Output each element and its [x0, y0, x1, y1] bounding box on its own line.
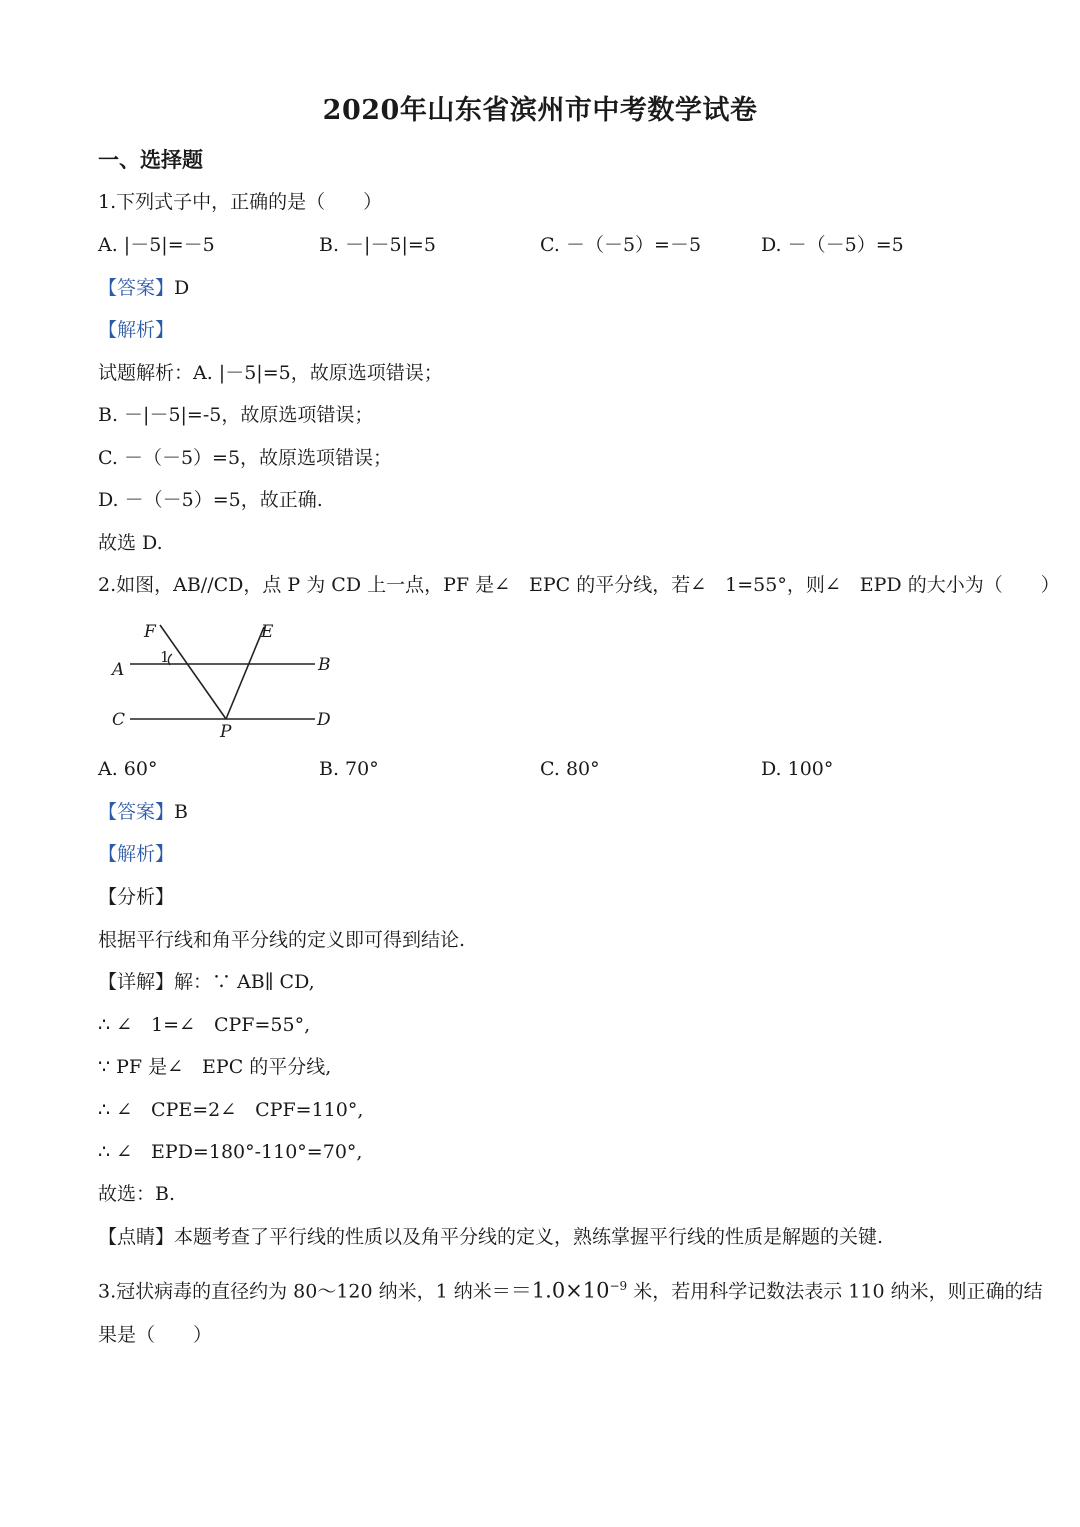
q2-analysis-tag: 【解析】 — [98, 843, 175, 865]
q2-step: ∵ PF 是∠ EPC 的平分线, — [98, 1056, 332, 1078]
q2-step: ∴ ∠ CPE=2∠ CPF=110°, — [98, 1099, 364, 1121]
q1-explanation-line: D. －（－5）=5，故正确. — [98, 489, 323, 511]
label-e: E — [261, 622, 274, 642]
page-title: 2020年山东省滨州市中考数学试卷 — [322, 95, 758, 126]
q2-step: ∴ ∠ 1=∠ CPF=55°, — [98, 1014, 311, 1036]
q2-fenxi-text: 根据平行线和角平分线的定义即可得到结论. — [98, 929, 466, 951]
q2-option-b: B. 70° — [319, 758, 379, 780]
q3-stem-a: 3.冠状病毒的直径约为 80～120 纳米，1 纳米＝ — [98, 1280, 511, 1303]
q2-dianjing — [98, 1225, 883, 1249]
label-d: D — [317, 710, 331, 730]
answer-tag: 【答案】 — [98, 277, 175, 299]
q3-stem — [98, 1274, 1043, 1303]
label-f: F — [144, 622, 156, 642]
q1-answer — [98, 276, 189, 300]
q1-analysis-tag: 【解析】 — [98, 319, 175, 341]
q2-stem: 2.如图，AB//CD，点 P 为 CD 上一点，PF 是∠ EPC 的平分线，若∠ 1=55°，则∠ EPD 的大小为（ ） — [98, 574, 1060, 596]
dianjing-tag: 【点睛】 — [98, 1226, 175, 1248]
geometry-figure — [100, 615, 350, 745]
label-p: P — [220, 722, 232, 742]
dianjing-text: 本题考查了平行线的性质以及角平分线的定义，熟练掌握平行线的性质是解题的关键. — [174, 1226, 884, 1248]
q2-xiangjie — [98, 970, 315, 994]
q1-option-b: B. －|－5|=5 — [319, 234, 436, 256]
q2-answer — [98, 800, 188, 824]
q1-stem: 1.下列式子中，正确的是（ ） — [98, 191, 383, 213]
q1-option-d: D. －（－5）=5 — [761, 234, 904, 256]
ray-pe — [226, 627, 264, 719]
q2-step: 故选：B. — [98, 1183, 176, 1205]
q2-fenxi-tag: 【分析】 — [98, 886, 175, 908]
answer-tag: 【答案】 — [98, 801, 175, 823]
q1-option-a: A. |－5|=－5 — [98, 234, 215, 256]
label-angle-1: 1 — [160, 648, 170, 666]
answer-value: D — [174, 277, 190, 299]
answer-value: B — [174, 801, 188, 823]
xiangjie-tag: 【详解】 — [98, 971, 175, 993]
q3-stem-line2: 果是（ ） — [98, 1324, 213, 1346]
section-heading: 一、选择题 — [98, 147, 203, 172]
q1-option-c: C. －（－5）=－5 — [540, 234, 702, 256]
q1-explanation-line: 试题解析：A. |－5|=5，故原选项错误； — [98, 362, 443, 384]
label-b: B — [318, 655, 331, 675]
q1-explanation-line: C. －（－5）=5，故原选项错误； — [98, 447, 393, 469]
q2-step: ∴ ∠ EPD=180°-110°=70°, — [98, 1141, 363, 1163]
q1-explanation-line: 故选 D. — [98, 532, 163, 554]
q3-sci-base: ＝1.0×10 — [510, 1278, 610, 1303]
q3-sci-exp: −9 — [609, 1279, 628, 1293]
q2-option-a: A. 60° — [98, 758, 158, 780]
label-a: A — [112, 660, 125, 680]
ray-pf — [160, 625, 226, 719]
q3-stem-b: 米，若用科学记数法表示 110 纳米，则正确的结 — [627, 1280, 1043, 1303]
label-c: C — [112, 710, 126, 730]
q2-option-d: D. 100° — [761, 758, 834, 780]
xiangjie-first: 解：∵ AB∥ CD, — [174, 971, 315, 993]
q1-explanation-line: B. －|－5|=-5，故原选项错误； — [98, 404, 374, 426]
q2-option-c: C. 80° — [540, 758, 600, 780]
